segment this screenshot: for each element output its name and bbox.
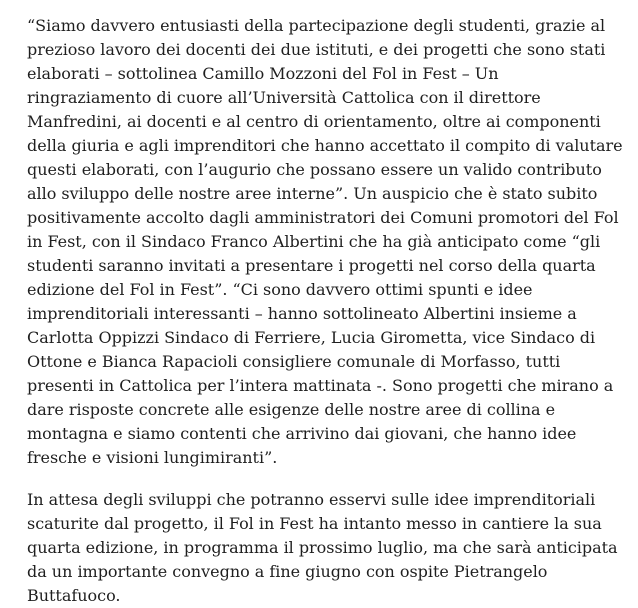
article-paragraph-2: In attesa degli sviluppi che potranno esservi sulle idee imprenditoriali scaturite dal progetto, il Fol in Fest ha intanto messo in cantiere la sua quarta edizione, in programma il prossimo luglio, ma che sarà anticipata da un importante convegno a fine giugno con ospite Pietrangelo Buttafuoco. bbox=[27, 490, 618, 605]
article-paragraph-1: “Siamo davvero entusiasti della partecipazione degli studenti, grazie al prezioso lavoro dei docenti dei due istituti, e dei progetti che sono stati elaborati – sottolinea Camillo Mozzoni del Fol in Fest – Un ringraziamento di cuore all’Università Cattolica con il direttore Manfredini, ai docenti e al centro di orientamento, oltre ai componenti della giuria e agli imprenditori che hanno accettato il compito di valutare questi elaborati, con l’augurio che possano essere un valido contributo allo sviluppo delle nostre aree interne”. Un auspicio che è stato subito positivamente accolto dagli amministratori dei Comuni promotori del Fol in Fest, con il Sindaco Franco Albertini che ha già anticipato come “gli studenti saranno invitati a presentare i progetti nel corso della quarta edizione del Fol in Fest”. “Ci sono davvero ottimi spunti e idee imprenditoriali interessanti – hanno sottolineato Albertini insieme a Carlotta Oppizzi Sindaco di Ferriere, Lucia Girometta, vice Sindaco di Ottone e Bianca Rapacioli consigliere comunale di Morfasso, tutti presenti in Cattolica per l’intera mattinata -. Sono progetti che mirano a dare risposte concrete alle esigenze delle nostre aree di collina e montagna e siamo contenti che arrivino dai giovani, che hanno idee fresche e visioni lungimiranti”. bbox=[27, 16, 623, 467]
article-body bbox=[27, 14, 627, 608]
